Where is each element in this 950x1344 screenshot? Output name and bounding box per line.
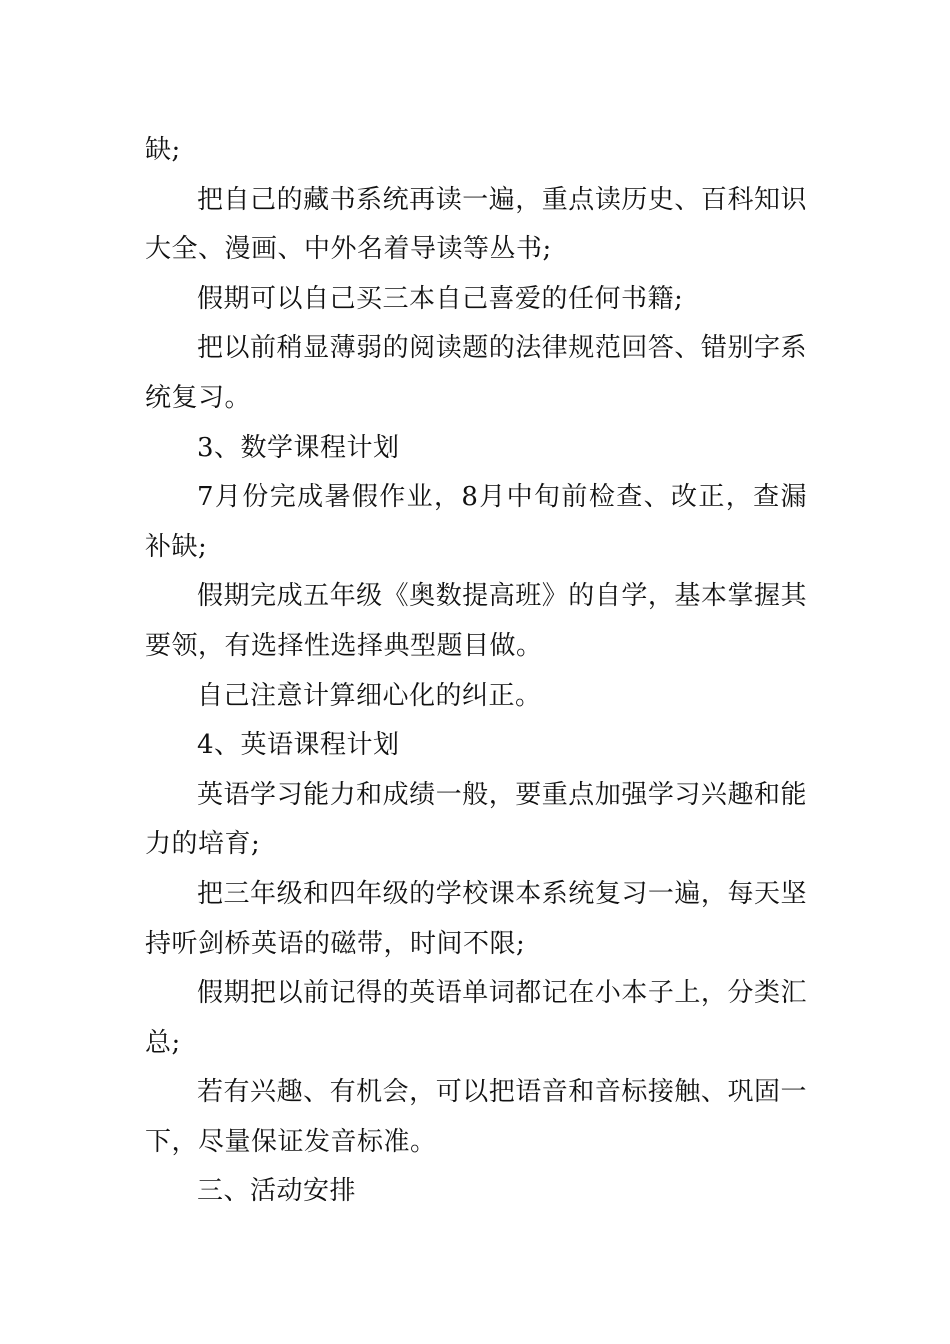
paragraph-buy-books: 假期可以自己买三本自己喜爱的任何书籍;: [197, 283, 684, 314]
paragraph-vocabulary-notebook: 假期把以前记得的英语单词都记在小本子上，分类汇总;: [145, 978, 807, 1058]
paragraph-reading-review: 把以前稍显薄弱的阅读题的法律规范回答、错别字系统复习。: [145, 333, 807, 413]
paragraph-olympiad-math: 假期完成五年级《奥数提高班》的自学，基本掌握其要领，有选择性选择典型题目做。: [145, 581, 807, 661]
paragraph-continuation: 缺;: [145, 135, 181, 165]
heading-english-plan: 4、英语课程计划: [197, 730, 400, 761]
paragraph-reread-books: 把自己的藏书系统再读一遍，重点读历史、百科知识大全、漫画、中外名着导读等丛书;: [145, 184, 807, 265]
paragraph-summer-homework: 7月份完成暑假作业，8月中旬前检查、改正，查漏补缺;: [145, 482, 807, 562]
document-page: [145, 126, 807, 1217]
paragraph-textbook-review: 把三年级和四年级的学校课本系统复习一遍，每天坚持听剑桥英语的磁带，时间不限;: [145, 878, 807, 959]
paragraph-phonetics: 若有兴趣、有机会，可以把语音和音标接触、巩固一下，尽量保证发音标准。: [145, 1077, 807, 1157]
paragraph-english-interest: 英语学习能力和成绩一般，要重点加强学习兴趣和能力的培育;: [145, 779, 807, 860]
heading-math-plan: 3、数学课程计划: [197, 432, 400, 463]
heading-activity-arrangement: 三、活动安排: [197, 1176, 357, 1207]
paragraph-calculation-care: 自己注意计算细心化的纠正。: [197, 680, 542, 711]
